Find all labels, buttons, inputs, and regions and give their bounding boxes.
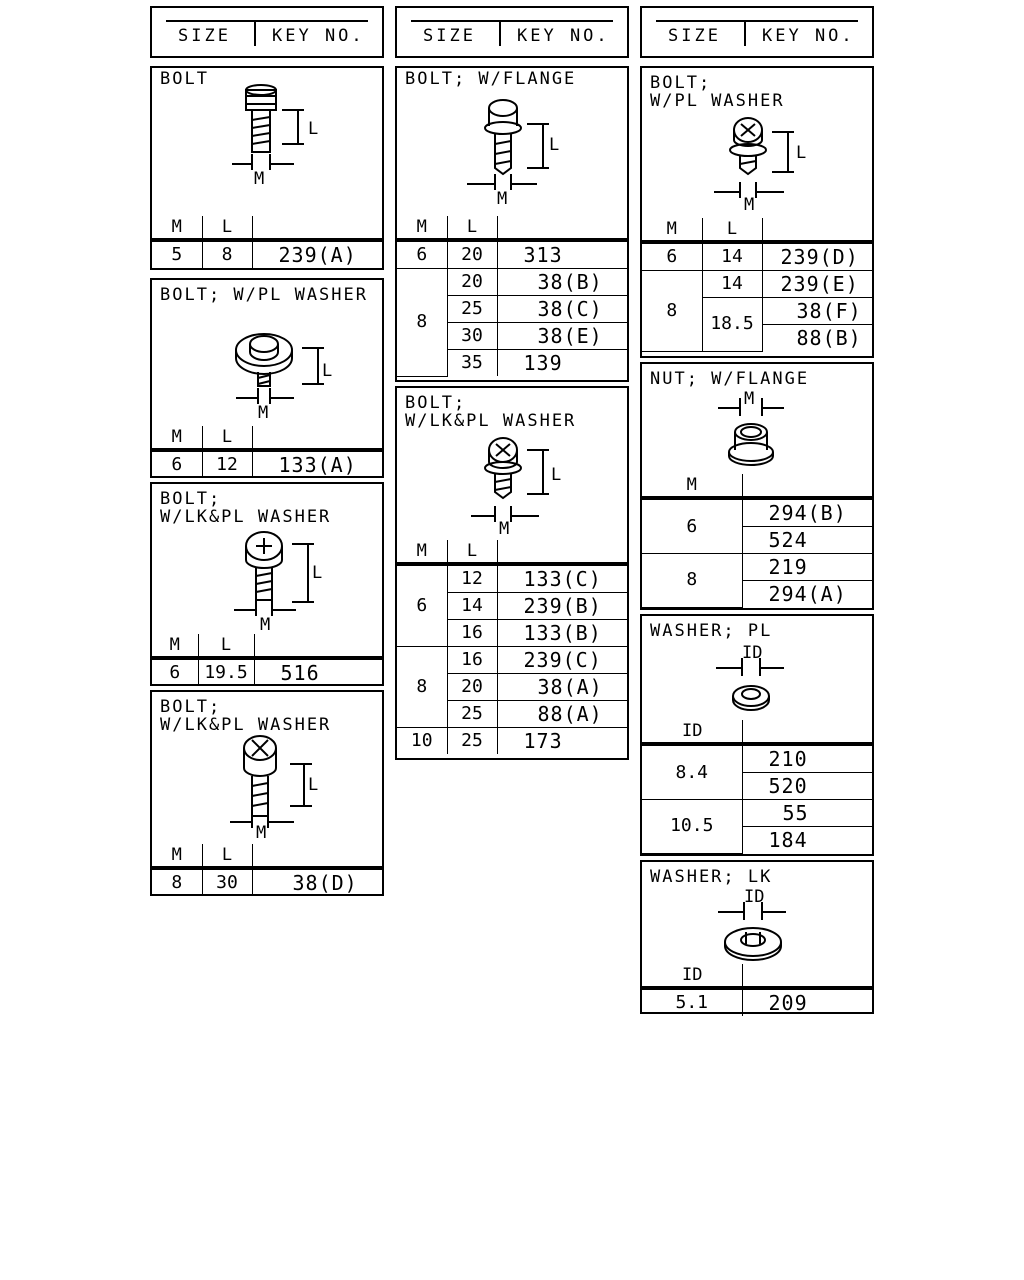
- bolt-lk-pl-washer-figure: [152, 692, 382, 842]
- col-m: M: [397, 216, 447, 240]
- col-l: L: [702, 218, 762, 242]
- cell-key-no: 38(A): [497, 674, 627, 701]
- length-dim-label: L: [796, 143, 807, 163]
- cell-m: 6: [397, 240, 447, 269]
- id-dim-label: ID: [744, 887, 765, 907]
- key-no-header: KEY NO.: [517, 26, 610, 46]
- part-title: WASHER; PL: [650, 621, 773, 641]
- cell-l: 25: [447, 728, 497, 755]
- m-dim-label: M: [254, 169, 265, 189]
- cell-key-no: 209: [742, 988, 872, 1016]
- cell-key-no: 133(B): [497, 620, 627, 647]
- bolt-flange-box: [395, 66, 629, 382]
- cell-l: 12: [202, 450, 252, 478]
- cell-key-no: 139: [497, 350, 627, 377]
- cell-l: 16: [447, 647, 497, 674]
- cell-key-no: 219: [742, 554, 872, 581]
- length-dim-label: L: [308, 775, 319, 795]
- bolt-lk-pl-washer-box: [150, 482, 384, 686]
- cell-id: 8.4: [642, 744, 742, 800]
- cell-key-no: 184: [742, 827, 872, 854]
- bolt-figure: [152, 68, 382, 216]
- cell-l: 20: [447, 240, 497, 269]
- cell-l: 18.5: [702, 298, 762, 352]
- nut-flange-box: [640, 362, 874, 610]
- col-l: L: [202, 426, 252, 450]
- cell-key-no: 38(B): [497, 269, 627, 296]
- cell-id: 10.5: [642, 800, 742, 854]
- cell-l: 30: [202, 868, 252, 896]
- size-keyno-header: [395, 6, 629, 58]
- bolt-pl-washer-figure: [152, 280, 382, 426]
- spec-table: [642, 474, 872, 608]
- cell-m: 6: [642, 242, 702, 271]
- spec-table: [152, 634, 382, 686]
- col-m: M: [152, 426, 202, 450]
- cell-m: 6: [152, 658, 198, 686]
- spec-table: [642, 218, 872, 352]
- cell-l: 30: [447, 323, 497, 350]
- col-m: M: [642, 474, 742, 498]
- bolt-flange-figure: [397, 68, 627, 216]
- bolt-lk-pl-washer-box: [150, 690, 384, 896]
- cell-key-no: 516: [254, 658, 382, 686]
- washer-pl-figure: [642, 616, 872, 720]
- spec-table: [642, 964, 872, 1016]
- length-dim-label: L: [551, 465, 562, 485]
- size-keyno-header: [640, 6, 874, 58]
- part-title: BOLT; W/PL WASHER: [650, 73, 785, 111]
- cell-m: 8: [397, 647, 447, 728]
- size-keyno-header: [150, 6, 384, 58]
- cell-m: 8: [642, 271, 702, 352]
- size-header: SIZE: [668, 26, 721, 46]
- cell-l: 19.5: [198, 658, 254, 686]
- col-m: M: [152, 216, 202, 240]
- cell-m: 8: [152, 868, 202, 896]
- cell-key-no: 38(D): [252, 868, 382, 896]
- cell-key-no: 38(C): [497, 296, 627, 323]
- spec-table: [397, 540, 627, 754]
- key-no-header: KEY NO.: [762, 26, 855, 46]
- col-l: L: [447, 540, 497, 564]
- cell-key-no: 38(F): [762, 298, 872, 325]
- cell-m: 6: [642, 498, 742, 554]
- m-dim-label: M: [258, 403, 269, 423]
- cell-l: 12: [447, 564, 497, 593]
- bolt-pl-washer-figure: [642, 68, 872, 218]
- cell-key-no: 173: [497, 728, 627, 755]
- cell-key-no: 210: [742, 744, 872, 773]
- col-l: L: [447, 216, 497, 240]
- cell-key-no: 133(C): [497, 564, 627, 593]
- col-m: M: [642, 218, 702, 242]
- cell-key-no: 294(B): [742, 498, 872, 527]
- col-id: ID: [642, 720, 742, 744]
- length-dim-label: L: [549, 135, 560, 155]
- part-title: BOLT; W/LK&PL WASHER: [160, 697, 332, 735]
- spec-table: [397, 216, 627, 377]
- cell-key-no: 38(E): [497, 323, 627, 350]
- spec-table: [152, 216, 382, 268]
- cell-l: 14: [447, 593, 497, 620]
- cell-key-no: 133(A): [252, 450, 382, 478]
- washer-lk-figure: [642, 862, 872, 964]
- cell-l: 35: [447, 350, 497, 377]
- bolt-pl-washer-box: [640, 66, 874, 358]
- m-dim-label: M: [744, 195, 755, 215]
- spec-table: [152, 844, 382, 896]
- cell-key-no: 239(B): [497, 593, 627, 620]
- length-dim-label: L: [322, 361, 333, 381]
- cell-l: 25: [447, 701, 497, 728]
- bolt-lk-pl-washer-box: [395, 386, 629, 760]
- cell-key-no: 239(E): [762, 271, 872, 298]
- spec-table: [642, 720, 872, 854]
- part-title: BOLT; W/PL WASHER: [160, 285, 368, 305]
- cell-key-no: 55: [742, 800, 872, 827]
- cell-l: 16: [447, 620, 497, 647]
- cell-l: 14: [702, 271, 762, 298]
- cell-id: 5.1: [642, 988, 742, 1016]
- length-dim-label: L: [308, 119, 319, 139]
- m-dim-label: M: [260, 615, 271, 634]
- key-no-header: KEY NO.: [272, 26, 365, 46]
- part-title: BOLT: [160, 69, 209, 89]
- cell-key-no: 239(A): [252, 240, 382, 268]
- cell-m: 8: [642, 554, 742, 608]
- part-title: BOLT; W/LK&PL WASHER: [160, 489, 332, 527]
- size-header: SIZE: [178, 26, 231, 46]
- cell-key-no: 239(D): [762, 242, 872, 271]
- id-dim-label: ID: [742, 643, 763, 663]
- part-title: BOLT; W/LK&PL WASHER: [405, 393, 577, 431]
- cell-key-no: 524: [742, 527, 872, 554]
- bolt-pl-washer-box: [150, 278, 384, 478]
- part-title: NUT; W/FLANGE: [650, 369, 810, 389]
- washer-lk-box: [640, 860, 874, 1014]
- cell-l: 20: [447, 269, 497, 296]
- size-header: SIZE: [423, 26, 476, 46]
- length-dim-label: L: [312, 563, 323, 583]
- col-id: ID: [642, 964, 742, 988]
- m-dim-label: M: [744, 389, 755, 409]
- cell-key-no: 294(A): [742, 581, 872, 608]
- cell-l: 8: [202, 240, 252, 268]
- cell-l: 25: [447, 296, 497, 323]
- bolt-lk-pl-washer-figure: [152, 484, 382, 634]
- col-l: L: [202, 216, 252, 240]
- cell-m: 6: [152, 450, 202, 478]
- cell-key-no: 88(B): [762, 325, 872, 352]
- cell-key-no: 520: [742, 773, 872, 800]
- bolt-box: [150, 66, 384, 270]
- spec-table: [152, 426, 382, 478]
- nut-flange-figure: [642, 364, 872, 474]
- col-m: M: [397, 540, 447, 564]
- col-m: M: [152, 844, 202, 868]
- part-title: WASHER; LK: [650, 867, 773, 887]
- cell-key-no: 239(C): [497, 647, 627, 674]
- cell-key-no: 88(A): [497, 701, 627, 728]
- cell-l: 20: [447, 674, 497, 701]
- cell-m: 5: [152, 240, 202, 268]
- col-m: M: [152, 634, 198, 658]
- cell-m: 8: [397, 269, 447, 377]
- col-l: L: [198, 634, 254, 658]
- cell-l: 14: [702, 242, 762, 271]
- m-dim-label: M: [256, 823, 267, 842]
- bolt-lk-pl-washer-figure: [397, 388, 627, 540]
- cell-m: 6: [397, 564, 447, 647]
- part-title: BOLT; W/FLANGE: [405, 69, 577, 89]
- m-dim-label: M: [497, 189, 508, 209]
- col-l: L: [202, 844, 252, 868]
- cell-key-no: 313: [497, 240, 627, 269]
- washer-pl-box: [640, 614, 874, 856]
- cell-m: 10: [397, 728, 447, 755]
- m-dim-label: M: [499, 519, 510, 539]
